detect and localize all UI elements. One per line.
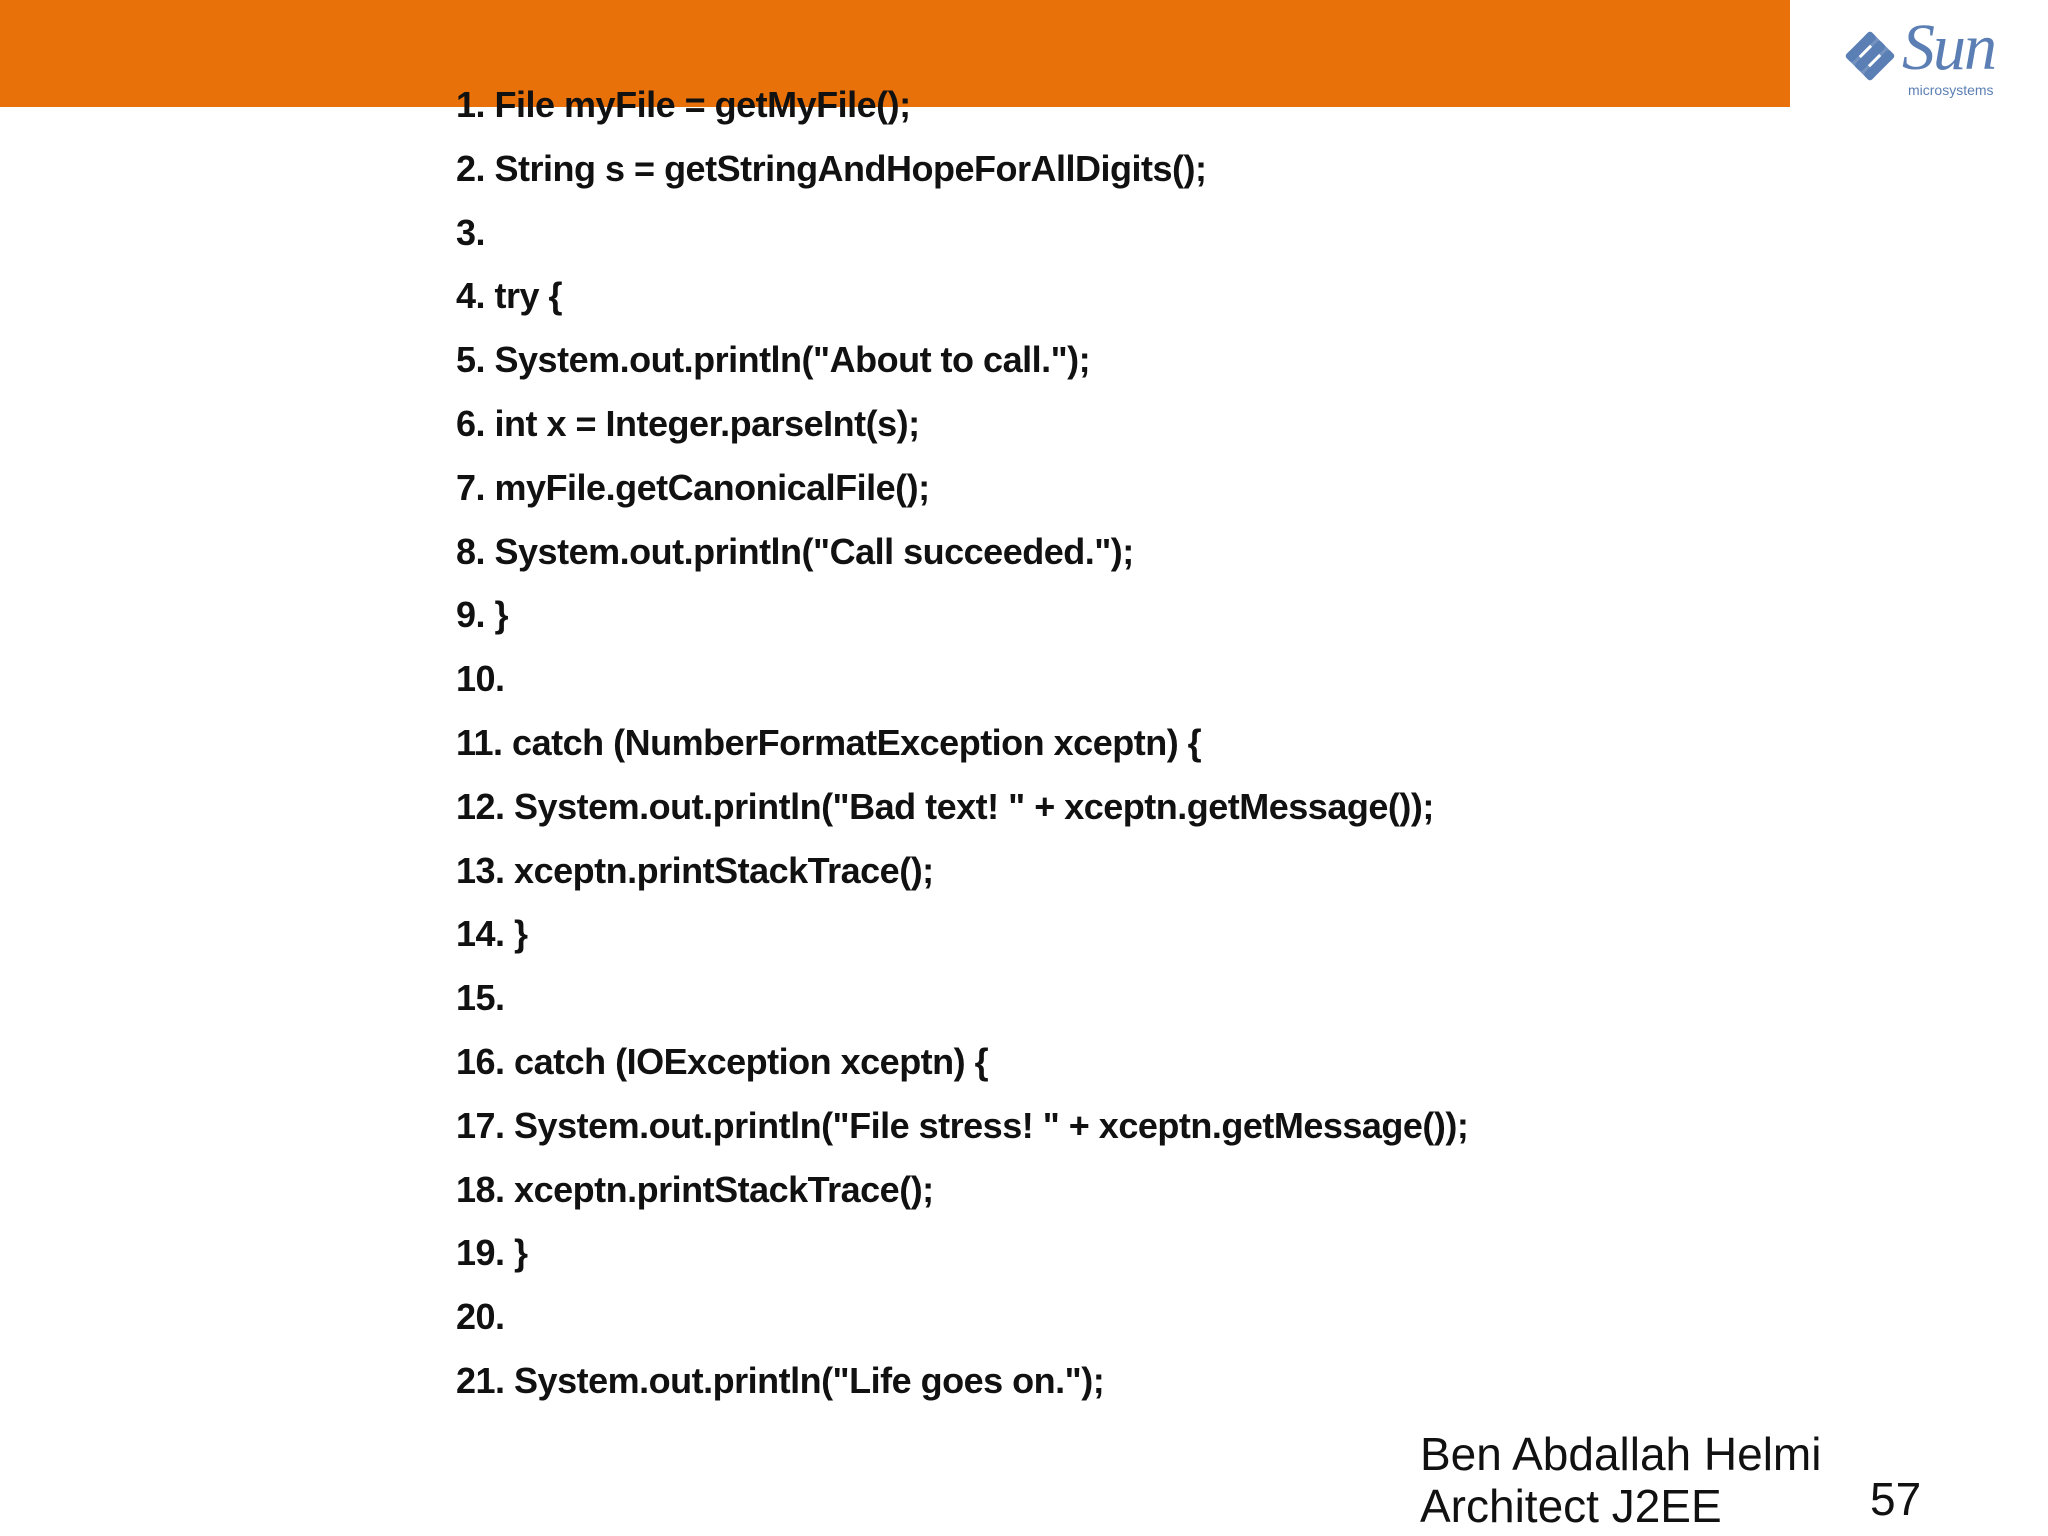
- footer-author: Ben Abdallah Helmi Architect J2EE: [1420, 1428, 1822, 1532]
- code-listing: [456, 82, 1468, 1422]
- code-line: 6. int x = Integer.parseInt(s);: [456, 402, 920, 444]
- code-line: 18. xceptn.printStackTrace();: [456, 1168, 934, 1210]
- code-line: 17. System.out.println("File stress! " + xceptn.getMessage());: [456, 1104, 1469, 1146]
- code-line: 16. catch (IOException xceptn) {: [456, 1040, 989, 1082]
- code-line: 4. try {: [456, 275, 563, 317]
- code-line: 20.: [456, 1296, 505, 1338]
- code-line: 14. }: [456, 913, 528, 955]
- sun-logo-icon: [1838, 24, 1902, 88]
- code-line: 13. xceptn.printStackTrace();: [456, 849, 934, 891]
- code-line: 19. }: [456, 1232, 528, 1274]
- page-number: 57: [1870, 1473, 1922, 1525]
- code-line: 5. System.out.println("About to call.");: [456, 339, 1091, 381]
- code-line: 11. catch (NumberFormatException xceptn) {: [456, 721, 1202, 763]
- code-line: 12. System.out.println("Bad text! " + xceptn.getMessage());: [456, 785, 1434, 827]
- code-line: 1. File myFile = getMyFile();: [456, 84, 911, 125]
- sun-logo: [1838, 11, 2018, 105]
- logo-subtitle: microsystems: [1908, 82, 1994, 98]
- code-line: 10.: [456, 658, 505, 700]
- code-line: 8. System.out.println("Call succeeded.");: [456, 530, 1134, 572]
- code-line: 9. }: [456, 594, 509, 636]
- code-line: 2. String s = getStringAndHopeForAllDigits();: [456, 147, 1207, 189]
- code-line: 3.: [456, 211, 486, 253]
- code-line: 21. System.out.println("Life goes on.");: [456, 1359, 1105, 1401]
- code-line: 15.: [456, 977, 505, 1019]
- code-line: 7. myFile.getCanonicalFile();: [456, 466, 930, 508]
- logo-wordmark: Sun: [1902, 11, 1995, 84]
